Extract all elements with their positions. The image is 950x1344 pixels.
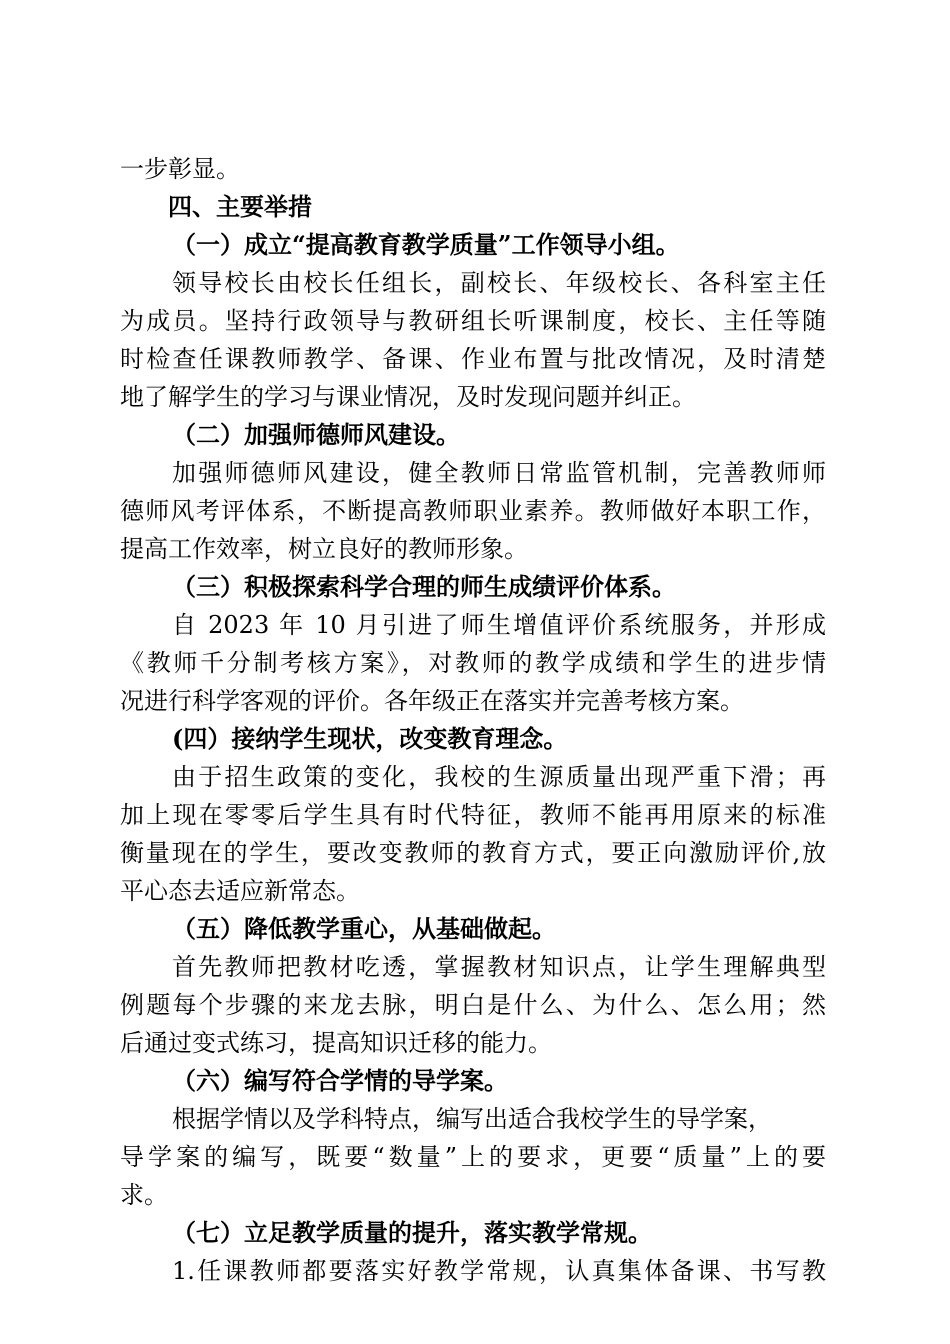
paragraph-line: 自 2023 年 10 月引进了师生增值评价系统服务，并形成 (172, 611, 826, 639)
paragraph-line: 况进行科学客观的评价。各年级正在落实并完善考核方案。 (120, 687, 744, 715)
paragraph-line: 根据学情以及学科特点，编写出适合我校学生的导学案， (172, 1105, 772, 1133)
paragraph-line: 德师风考评体系，不断提高教师职业素养。教师做好本职工作， (120, 497, 826, 525)
paragraph-line: 衡量现在的学生，要改变教师的教育方式，要正向激励评价,放 (120, 839, 826, 867)
paragraph-line: 提高工作效率，树立良好的教师形象。 (120, 535, 528, 563)
body-line: 一步彰显。 (120, 155, 240, 183)
subsection-heading: （三）积极探索科学合理的师生成绩评价体系。 (172, 572, 676, 601)
paragraph-line: 加强师德师风建设，健全教师日常监管机制，完善教师师 (172, 459, 826, 487)
paragraph-line: 时检查任课教师教学、备课、作业布置与批改情况，及时清楚 (120, 345, 826, 373)
section-heading: 四、主要举措 (168, 193, 312, 221)
paragraph-line: 例题每个步骤的来龙去脉，明白是什么、为什么、怎么用；然 (120, 991, 826, 1019)
subsection-heading: (四）接纳学生现状，改变教育理念。 (172, 724, 568, 753)
paragraph-line: 后通过变式练习，提高知识迁移的能力。 (120, 1029, 552, 1057)
subsection-heading: （二）加强师德师风建设。 (172, 420, 460, 449)
paragraph-line: 《教师千分制考核方案》，对教师的教学成绩和学生的进步情 (120, 649, 826, 677)
paragraph-line: 平心态去适应新常态。 (120, 877, 360, 905)
subsection-heading: （六）编写符合学情的导学案。 (172, 1066, 508, 1095)
paragraph-line: 由于招生政策的变化，我校的生源质量出现严重下滑；再 (172, 763, 826, 791)
subsection-heading: （一）成立“提高教育教学质量”工作领导小组。 (172, 230, 680, 259)
paragraph-line: 导学案的编写，既要“数量”上的要求，更要“质量”上的要 (120, 1143, 826, 1171)
paragraph-line: 加上现在零零后学生具有时代特征，教师不能再用原来的标准 (120, 801, 826, 829)
document-page (120, 150, 826, 1290)
paragraph-line: 1.任课教师都要落实好教学常规，认真集体备课、书写教 (172, 1257, 826, 1285)
paragraph-line: 求。 (120, 1181, 168, 1209)
subsection-heading: （五）降低教学重心，从基础做起。 (172, 914, 556, 943)
paragraph-line: 地了解学生的学习与课业情况，及时发现问题并纠正。 (120, 383, 696, 411)
paragraph-line: 首先教师把教材吃透，掌握教材知识点，让学生理解典型 (172, 953, 826, 981)
subsection-heading: （七）立足教学质量的提升，落实教学常规。 (172, 1218, 652, 1247)
paragraph-line: 领导校长由校长任组长，副校长、年级校长、各科室主任 (172, 269, 826, 297)
paragraph-line: 为成员。坚持行政领导与教研组长听课制度，校长、主任等随 (120, 307, 826, 335)
